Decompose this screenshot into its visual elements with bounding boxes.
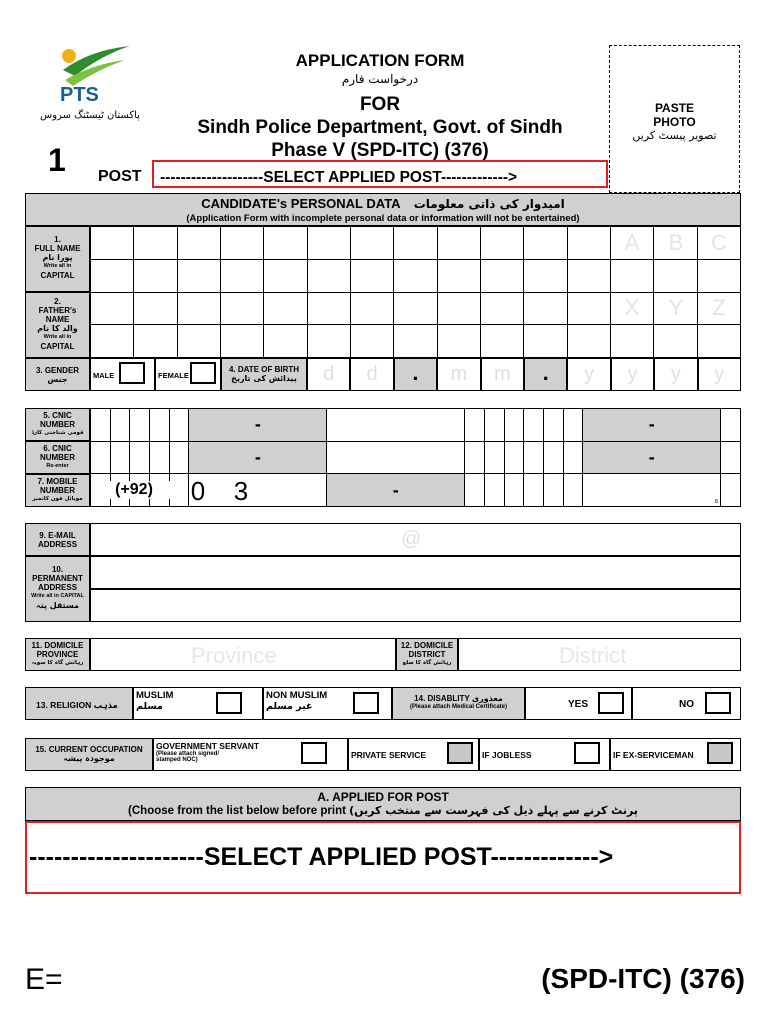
- domicile-district-label: 12. DOMICILE DISTRICT رہائش گاہ کا ضلع: [396, 638, 458, 671]
- applied-post-select[interactable]: [25, 821, 741, 894]
- digit-box[interactable]: [150, 409, 170, 442]
- char-box[interactable]: [220, 227, 263, 260]
- digit-box[interactable]: [504, 474, 524, 507]
- digit-box[interactable]: [543, 441, 563, 474]
- digit-box[interactable]: [484, 441, 504, 474]
- photo-line1: PASTE: [654, 101, 695, 115]
- digit-box[interactable]: [169, 409, 189, 442]
- digit-box[interactable]: [91, 409, 111, 442]
- father-watermark-y: Y: [668, 295, 684, 320]
- digit-box[interactable]: [563, 474, 583, 507]
- char-box[interactable]: [567, 227, 610, 260]
- digit-box[interactable]: [484, 409, 504, 442]
- char-box[interactable]: [697, 325, 740, 358]
- personal-data-subtitle: (Application Form with incomplete personal data or information will not be entertained): [186, 213, 580, 224]
- digit-box[interactable]: [543, 409, 563, 442]
- dash-separator: -: [189, 441, 327, 474]
- form-title-urdu: درخواست فارم: [341, 72, 419, 86]
- digit-box[interactable]: [721, 409, 741, 442]
- char-box[interactable]: [264, 325, 307, 358]
- address-line-2[interactable]: [90, 589, 741, 622]
- disability-yes-checkbox[interactable]: [598, 692, 624, 714]
- char-box[interactable]: [567, 292, 610, 325]
- char-box[interactable]: [350, 259, 393, 292]
- char-box[interactable]: [394, 227, 437, 260]
- province-placeholder: Province: [191, 643, 277, 668]
- char-box[interactable]: [307, 227, 350, 260]
- char-box[interactable]: [307, 292, 350, 325]
- digit-box[interactable]: [563, 409, 583, 442]
- applied-post-header: [25, 787, 741, 821]
- gov-hint-1: (Please attach signed/: [156, 751, 220, 757]
- digit-box[interactable]: [504, 441, 524, 474]
- dash-separator: -: [189, 409, 327, 442]
- char-box[interactable]: [697, 259, 740, 292]
- dob-digit-box[interactable]: m: [481, 358, 524, 391]
- digit-box[interactable]: [110, 441, 130, 474]
- yes-label: YES: [568, 699, 589, 710]
- female-label: FEMALE: [158, 371, 189, 380]
- char-box[interactable]: [437, 259, 480, 292]
- digit-box[interactable]: [524, 474, 544, 507]
- char-box[interactable]: [177, 292, 220, 325]
- char-box[interactable]: [220, 259, 263, 292]
- applied-post-subtitle: (Choose from the list below before print: [128, 805, 346, 817]
- digit-box[interactable]: [169, 441, 189, 474]
- male-checkbox[interactable]: [119, 362, 145, 384]
- digit-box[interactable]: [504, 409, 524, 442]
- jobless-label: IF JOBLESS: [482, 750, 532, 760]
- form-for: FOR: [359, 94, 401, 115]
- full-name-label: 1. FULL NAME پورا نام Write all in CAPITAL: [25, 226, 90, 292]
- gov-hint-2: stamped NOC): [156, 757, 198, 763]
- female-checkbox[interactable]: [190, 362, 216, 384]
- char-box[interactable]: [524, 259, 567, 292]
- char-box[interactable]: [654, 259, 697, 292]
- dob-digit-box[interactable]: y: [654, 358, 697, 391]
- char-box[interactable]: [394, 292, 437, 325]
- muslim-label: MUSLIM: [136, 690, 174, 701]
- dob-digit-box[interactable]: y: [611, 358, 654, 391]
- digit-box[interactable]: [524, 409, 544, 442]
- char-box[interactable]: [524, 292, 567, 325]
- char-box[interactable]: [567, 259, 610, 292]
- male-label: MALE: [93, 371, 115, 380]
- digit-box[interactable]: [583, 474, 721, 507]
- domicile-province-label: 11. DOMICILE PROVINCE رہائش گاہ کا صوبہ: [25, 638, 90, 671]
- dob-digit-box[interactable]: m: [437, 358, 480, 391]
- applied-post-title: A. APPLIED FOR POST: [317, 790, 449, 804]
- dob-digit-box[interactable]: y: [567, 358, 610, 391]
- char-box[interactable]: [177, 259, 220, 292]
- occupation-label: 15. CURRENT OCCUPATION موجودہ پیشہ: [25, 738, 153, 771]
- dob-digit-box[interactable]: d: [350, 358, 393, 391]
- non-muslim-checkbox[interactable]: [353, 692, 379, 714]
- char-box[interactable]: [524, 227, 567, 260]
- digit-box[interactable]: [563, 441, 583, 474]
- char-box[interactable]: [134, 292, 177, 325]
- personal-data-title-urdu: امیدوار کی ذاتی معلومات: [413, 197, 565, 211]
- digit-box[interactable]: [91, 441, 111, 474]
- father-watermark-x: X: [624, 295, 640, 320]
- digit-box[interactable]: [327, 441, 465, 474]
- char-box[interactable]: [220, 325, 263, 358]
- digit-box[interactable]: [130, 441, 150, 474]
- photo-line2: PHOTO: [653, 115, 696, 129]
- name-watermark-c: C: [711, 230, 727, 255]
- post-select[interactable]: [152, 160, 608, 188]
- char-box[interactable]: [394, 259, 437, 292]
- char-box[interactable]: [437, 292, 480, 325]
- char-box[interactable]: [610, 325, 653, 358]
- private-service-label: PRIVATE SERVICE: [351, 750, 427, 760]
- photo-box[interactable]: [609, 45, 740, 193]
- name-grid-row: [91, 325, 741, 358]
- dash-separator: -: [583, 409, 721, 442]
- dash-separator: -: [583, 441, 721, 474]
- footer-left-code: E=: [25, 963, 63, 996]
- cnic-row: [91, 409, 741, 442]
- ex-serviceman-checkbox[interactable]: [707, 742, 733, 764]
- char-box[interactable]: [524, 325, 567, 358]
- email-input[interactable]: [90, 523, 741, 556]
- char-box[interactable]: [437, 325, 480, 358]
- disability-label: 14. DISABLITY معذوری (Please attach Medical Certificate): [392, 687, 525, 720]
- mobile-digit-3: 3: [233, 476, 249, 506]
- digit-box[interactable]: [130, 409, 150, 442]
- char-box[interactable]: [480, 227, 523, 260]
- non-muslim-label: NON MUSLIM: [266, 690, 328, 701]
- mobile-code: (+92): [92, 481, 176, 499]
- applied-post-subtitle-urdu: (پرنٹ کرنے سے پہلے ذیل کی فہرست سے منتخب کریں: [349, 804, 638, 817]
- gov-servant-checkbox[interactable]: [301, 742, 327, 764]
- jobless-checkbox[interactable]: [574, 742, 600, 764]
- no-label: NO: [679, 699, 694, 710]
- char-box[interactable]: [350, 325, 393, 358]
- form-number: 1: [48, 142, 66, 178]
- non-muslim-urdu: غیر مسلم: [266, 701, 313, 712]
- pts-logo: [55, 42, 135, 112]
- mobile-small-note: 8.: [715, 499, 720, 505]
- applied-post-select-text: ---------------------SELECT APPLIED POST------------->: [29, 843, 614, 871]
- photo-urdu: تصویر پیسٹ کریں: [632, 129, 717, 142]
- district-placeholder: District: [559, 643, 627, 668]
- char-box[interactable]: [350, 227, 393, 260]
- father-watermark-z: Z: [712, 295, 726, 320]
- gov-servant-label: GOVERNMENT SERVANT: [156, 741, 260, 751]
- char-box[interactable]: [567, 325, 610, 358]
- char-box[interactable]: [437, 227, 480, 260]
- char-box[interactable]: [134, 325, 177, 358]
- religion-muslim-cell: [133, 687, 263, 720]
- char-box[interactable]: [480, 325, 523, 358]
- cnic-label: 5. CNIC NUMBER قومی شناختی کارڈ: [25, 408, 90, 441]
- digit-box[interactable]: [465, 474, 485, 507]
- muslim-checkbox[interactable]: [216, 692, 242, 714]
- mobile-digit-0: 0: [190, 476, 206, 506]
- char-box[interactable]: [91, 325, 134, 358]
- digit-box[interactable]: [484, 474, 504, 507]
- private-service-checkbox[interactable]: [447, 742, 473, 764]
- digit-box[interactable]: [543, 474, 563, 507]
- post-select-text: --------------------SELECT APPLIED POST------------->: [160, 169, 518, 186]
- footer-right-code: (SPD-ITC) (376): [541, 963, 745, 994]
- department-title: Sindh Police Department, Govt. of Sindh: [197, 117, 563, 138]
- pts-urdu-name: پاکستان ٹیسٹنگ سروس: [40, 110, 140, 121]
- mobile-label: 7. MOBILE NUMBER موبائل فون کانمبر: [25, 474, 90, 507]
- digit-box[interactable]: [524, 441, 544, 474]
- religion-label: 13. RELIGION مذہب: [25, 687, 133, 720]
- phase-title: Phase V (SPD-ITC) (376): [271, 140, 489, 161]
- name-watermark-b: B: [668, 230, 684, 255]
- post-label: POST: [98, 168, 142, 185]
- pts-logo-text: PTS: [60, 84, 99, 106]
- char-box[interactable]: [264, 227, 307, 260]
- char-box[interactable]: [350, 292, 393, 325]
- char-box[interactable]: [307, 259, 350, 292]
- dob-label: 4. DATE OF BIRTH پیدائش کی تاریخ: [221, 358, 307, 391]
- digit-box[interactable]: [110, 409, 130, 442]
- digit-box[interactable]: [721, 474, 741, 507]
- father-name-label: 2. FATHER's NAME والد کا نام Write all in CAPITAL: [25, 292, 90, 358]
- char-box[interactable]: [610, 259, 653, 292]
- char-box[interactable]: [220, 292, 263, 325]
- digit-box[interactable]: [465, 441, 485, 474]
- char-box[interactable]: [264, 292, 307, 325]
- char-box[interactable]: [480, 259, 523, 292]
- ex-serviceman-label: IF EX-SERVICEMAN: [613, 750, 694, 760]
- address-line-1[interactable]: [90, 556, 741, 589]
- dob-digit-box[interactable]: d: [307, 358, 350, 391]
- domicile-district-input[interactable]: [458, 638, 741, 671]
- char-box[interactable]: [91, 292, 134, 325]
- digit-box[interactable]: [465, 409, 485, 442]
- dob-separator: .: [524, 358, 567, 391]
- disability-no-checkbox[interactable]: [705, 692, 731, 714]
- char-box[interactable]: [134, 259, 177, 292]
- dash-separator: -: [327, 474, 465, 507]
- char-box[interactable]: [177, 227, 220, 260]
- address-label: 10. PERMANENT ADDRESS Write all in CAPITAL مستقل پتہ: [25, 556, 90, 622]
- gender-label: 3. GENDER جنس: [25, 358, 90, 391]
- char-box[interactable]: [307, 325, 350, 358]
- personal-data-header: [25, 193, 741, 226]
- char-box[interactable]: [91, 227, 134, 260]
- muslim-urdu: مسلم: [136, 701, 163, 712]
- email-placeholder: @: [401, 528, 422, 550]
- char-box[interactable]: [134, 227, 177, 260]
- dob-digit-box[interactable]: y: [698, 358, 741, 391]
- dob-separator: .: [394, 358, 437, 391]
- char-box[interactable]: [91, 259, 134, 292]
- char-box[interactable]: [394, 325, 437, 358]
- char-box[interactable]: [177, 325, 220, 358]
- cnic-row: [91, 441, 741, 474]
- name-grid-row: [91, 259, 741, 292]
- digit-box[interactable]: [721, 441, 741, 474]
- form-title: APPLICATION FORM: [295, 51, 465, 70]
- char-box[interactable]: [654, 325, 697, 358]
- cnic-reenter-label: 6. CNIC NUMBER Re-enter: [25, 441, 90, 474]
- digit-box[interactable]: [150, 441, 170, 474]
- name-watermark-a: A: [624, 230, 640, 255]
- char-box[interactable]: [264, 259, 307, 292]
- digit-box[interactable]: [327, 409, 465, 442]
- personal-data-title: CANDIDATE's PERSONAL DATA: [201, 196, 401, 211]
- email-label: 9. E-MAIL ADDRESS: [25, 523, 90, 556]
- domicile-province-input[interactable]: [90, 638, 396, 671]
- char-box[interactable]: [480, 292, 523, 325]
